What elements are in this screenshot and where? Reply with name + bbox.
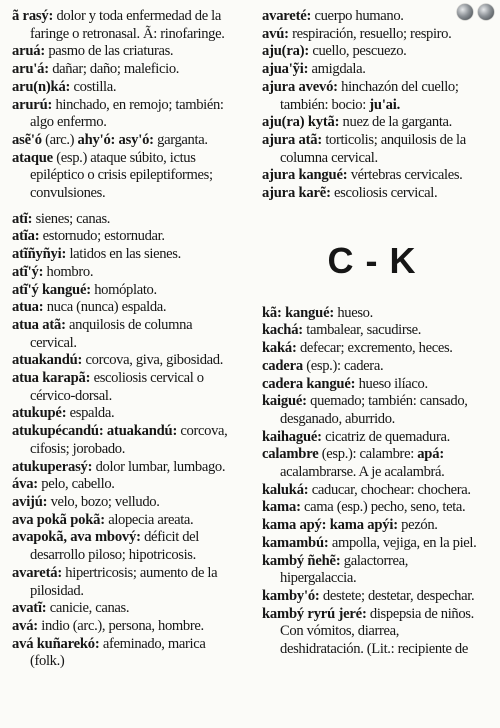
dictionary-entry — [12, 299, 234, 317]
dictionary-entry — [12, 600, 234, 618]
dictionary-entry — [262, 305, 482, 323]
entry-definition: costilla. — [70, 78, 117, 95]
entry-definition: cuerpo humano. — [311, 8, 404, 24]
right-column-entries-top — [262, 8, 482, 203]
entry-term: kambý ryrú jeré: — [262, 605, 367, 622]
entry-definition: escoliosis cervical. — [330, 185, 438, 202]
entry-definition: nuca (nunca) espalda. — [43, 299, 167, 316]
entry-term: kamby'ó: — [262, 587, 320, 604]
dictionary-entry — [12, 211, 234, 229]
dictionary-entry — [12, 423, 234, 458]
entry-definition: acalambrarse. A je acalambrá. — [280, 464, 445, 481]
entry-term: atua karapã: — [12, 370, 91, 387]
dictionary-entry — [262, 606, 482, 659]
entry-definition: canicie, canas. — [46, 600, 130, 617]
entry-term: aju(ra): — [262, 43, 310, 60]
dictionary-entry — [12, 618, 234, 636]
entry-definition: destete; destetar, despechar. — [319, 587, 475, 604]
entry-term: atukupé: — [12, 405, 67, 422]
entry-definition: defecar; excremento, heces. — [296, 340, 453, 357]
dictionary-entry — [262, 446, 482, 481]
dictionary-entry — [262, 482, 482, 500]
entry-definition: (arc.) — [41, 131, 78, 148]
entry-term: avaretá: — [12, 564, 62, 581]
entry-definition: velo, bozo; velludo. — [47, 493, 160, 510]
entry-term: avapokã, ava mbový: — [12, 529, 141, 546]
entry-term: avijú: — [12, 493, 48, 510]
entry-definition: alopecia areata. — [104, 511, 194, 528]
entry-term: calambre — [262, 446, 319, 463]
dictionary-entry — [262, 167, 482, 185]
entry-definition: pelo, cabello. — [37, 476, 115, 493]
dictionary-entry — [12, 246, 234, 264]
entry-term: atĩñyñyi: — [12, 246, 67, 263]
entry-term: kachá: — [262, 322, 303, 339]
entry-definition: escoliosis cervical o cérvico-dorsal. — [30, 370, 204, 404]
entry-definition: estornudo; estornudar. — [39, 228, 165, 245]
entry-definition: corcova, giva, gibosidad. — [82, 352, 224, 369]
dictionary-entry — [262, 376, 482, 394]
entry-term: kama apý: kama apýi: — [262, 517, 398, 534]
entry-term: kã: kangué: — [262, 304, 335, 321]
entry-term: ju'ai. — [369, 96, 401, 113]
dictionary-entry — [12, 264, 234, 282]
dictionary-entry — [262, 517, 482, 535]
dictionary-entry — [262, 340, 482, 358]
entry-term: ava pokã pokã: — [12, 511, 105, 528]
dictionary-entry — [12, 636, 234, 671]
entry-definition: anquilosis de columna cervical. — [30, 316, 193, 351]
dictionary-entry — [262, 499, 482, 517]
entry-definition: nuez de la garganta. — [339, 114, 452, 131]
right-column-entries-bottom — [262, 305, 482, 659]
entry-term: aru(n)ká: — [12, 78, 71, 95]
entry-definition: hueso. — [334, 304, 373, 321]
entry-term: arurú: — [12, 96, 53, 113]
entry-definition: cicatriz de quemadura. — [321, 428, 450, 445]
entry-definition: homóplato. — [90, 281, 157, 298]
entry-definition: hombro. — [43, 263, 94, 280]
entry-term: aru'á: — [12, 61, 49, 78]
dictionary-entry — [12, 282, 234, 300]
entry-definition: dañar; daño; maleficio. — [48, 61, 180, 78]
entry-term: avareté: — [262, 8, 312, 24]
entry-definition: (esp.) ataque súbito, ictus epiléptico o crisis epileptiformes; convulsiones. — [30, 149, 213, 202]
entry-definition: dolor lumbar, lumbago. — [92, 458, 226, 475]
dictionary-entry — [12, 352, 234, 370]
entry-term: ajura avevó: — [262, 78, 338, 95]
section-heading: C - K — [327, 239, 417, 281]
entry-term: áva: — [12, 476, 38, 493]
entry-term: aju(ra) kytã: — [262, 114, 340, 131]
entry-gap — [12, 203, 234, 211]
dictionary-entry — [12, 150, 234, 203]
dictionary-entry — [262, 588, 482, 606]
entry-definition: pasmo de las criaturas. — [45, 43, 174, 60]
dictionary-entry — [262, 393, 482, 428]
entry-definition: torticolis; anquilosis de la columna cervical. — [280, 131, 466, 166]
dictionary-entry — [12, 132, 234, 150]
entry-definition: déficit del desarrollo piloso; hipotricosis. — [30, 529, 199, 564]
dictionary-entry — [12, 61, 234, 79]
entry-term: atĩ'ý kangué: — [12, 281, 91, 298]
entry-term: kambý ñehẽ: — [262, 552, 341, 569]
dictionary-entry — [12, 494, 234, 512]
entry-definition: tambalear, sacudirse. — [302, 322, 422, 339]
dictionary-entry — [12, 405, 234, 423]
entry-term: ã rasý: — [12, 8, 54, 24]
entry-definition: respiración, resuello; respiro. — [288, 25, 452, 42]
entry-definition: indio (arc.), persona, hombre. — [37, 617, 204, 634]
entry-definition: ampolla, vejiga, en la piel. — [328, 534, 477, 551]
right-column — [262, 8, 482, 659]
entry-term: avá: — [12, 617, 38, 634]
entry-term: cadera kangué: — [262, 375, 356, 392]
entry-term: atĩa: — [12, 228, 40, 245]
entry-definition: latidos en las sienes. — [66, 246, 181, 263]
entry-definition: (esp.): cadera. — [302, 357, 384, 374]
entry-term: kaká: — [262, 340, 297, 357]
entry-term: kaihagué: — [262, 428, 322, 445]
entry-term: kama: — [262, 499, 301, 516]
dictionary-entry — [12, 79, 234, 97]
entry-term: ataque — [12, 149, 53, 166]
entry-definition: afeminado, marica (folk.) — [30, 635, 206, 670]
entry-term: ajura kangué: — [262, 167, 348, 184]
dictionary-entry — [262, 322, 482, 340]
entry-definition: caducar, chochear: chochera. — [308, 481, 471, 498]
entry-term: kaigué: — [262, 393, 307, 410]
entry-term: atua: — [12, 299, 44, 316]
dictionary-entry — [12, 8, 234, 43]
entry-term: ajua'ỹi: — [262, 61, 309, 78]
entry-term: atĩ: — [12, 210, 33, 227]
entry-term: kaluká: — [262, 481, 309, 498]
entry-term: ajura atã: — [262, 131, 323, 148]
entry-definition: vértebras cervicales. — [347, 167, 463, 184]
entry-term: ajura karẽ: — [262, 185, 331, 202]
dictionary-entry — [12, 565, 234, 600]
entry-definition: hinchazón del cuello; también: bocio: — [280, 78, 459, 113]
dictionary-entry — [12, 476, 234, 494]
dictionary-entry — [12, 43, 234, 61]
entry-term: apá: — [417, 446, 444, 463]
entry-definition: dolor y toda enfermedad de la faringe o retronasal. Ã: rinofaringe. — [30, 8, 225, 42]
entry-definition: quemado; también: cansado, desganado, aburrido. — [280, 393, 468, 427]
entry-term: asẽ'ó — [12, 131, 42, 148]
entry-definition: espalda. — [66, 405, 115, 422]
dictionary-entry — [12, 97, 234, 132]
entry-definition: galactorrea, hipergalaccia. — [280, 552, 409, 587]
dictionary-entry — [262, 8, 482, 26]
entry-definition: hinchado, en remojo; también: algo enfermo. — [30, 96, 224, 131]
entry-term: atĩ'ý: — [12, 263, 44, 280]
entry-term: avú: — [262, 25, 289, 42]
entry-term: kamambú: — [262, 534, 329, 551]
entry-definition: cuello, pescuezo. — [309, 43, 407, 60]
entry-definition: garganta. — [153, 131, 208, 148]
dictionary-entry — [262, 132, 482, 167]
dictionary-entry — [262, 185, 482, 203]
dictionary-entry — [262, 43, 482, 61]
dictionary-entry — [262, 358, 482, 376]
dictionary-entry — [262, 553, 482, 588]
entry-definition: hipertricosis; aumento de la pilosidad. — [30, 564, 218, 599]
entry-definition: dispepsia de niños. Con vómitos, diarrea, deshidratación. (Lit.: recipiente de — [280, 605, 474, 658]
entry-term: ahy'ó: — [77, 131, 116, 148]
entry-term: atukupécandú: atuakandú: — [12, 423, 178, 440]
dictionary-entry — [262, 535, 482, 553]
entry-term: atuakandú: — [12, 352, 83, 369]
dictionary-entry — [12, 317, 234, 352]
entry-definition: corcova, cifosis; jorobado. — [30, 423, 228, 457]
dictionary-entry — [12, 370, 234, 405]
dictionary-entry — [262, 61, 482, 79]
entry-term: avá kuñarekó: — [12, 635, 100, 652]
entry-term: aruá: — [12, 43, 46, 60]
entry-term: atua atã: — [12, 316, 66, 333]
dictionary-entry — [12, 529, 234, 564]
left-column — [12, 8, 234, 671]
entry-definition: amigdala. — [308, 61, 366, 78]
dictionary-entry — [262, 26, 482, 44]
entry-definition: (esp.): calambre: — [318, 446, 418, 463]
entry-definition: cama (esp.) pecho, seno, teta. — [300, 499, 466, 516]
dictionary-entry — [262, 79, 482, 114]
entry-definition: pezón. — [397, 517, 438, 534]
dictionary-entry — [262, 114, 482, 132]
entry-definition: sienes; canas. — [32, 210, 111, 227]
entry-term: avatĩ: — [12, 600, 47, 617]
entry-term: cadera — [262, 357, 303, 374]
dictionary-entry — [262, 429, 482, 447]
dictionary-entry — [12, 512, 234, 530]
entry-term: atukuperasý: — [12, 458, 93, 475]
dictionary-entry — [12, 228, 234, 246]
entry-definition: hueso ilíaco. — [355, 375, 428, 392]
entry-term: asy'ó: — [118, 131, 154, 148]
dictionary-entry — [12, 459, 234, 477]
